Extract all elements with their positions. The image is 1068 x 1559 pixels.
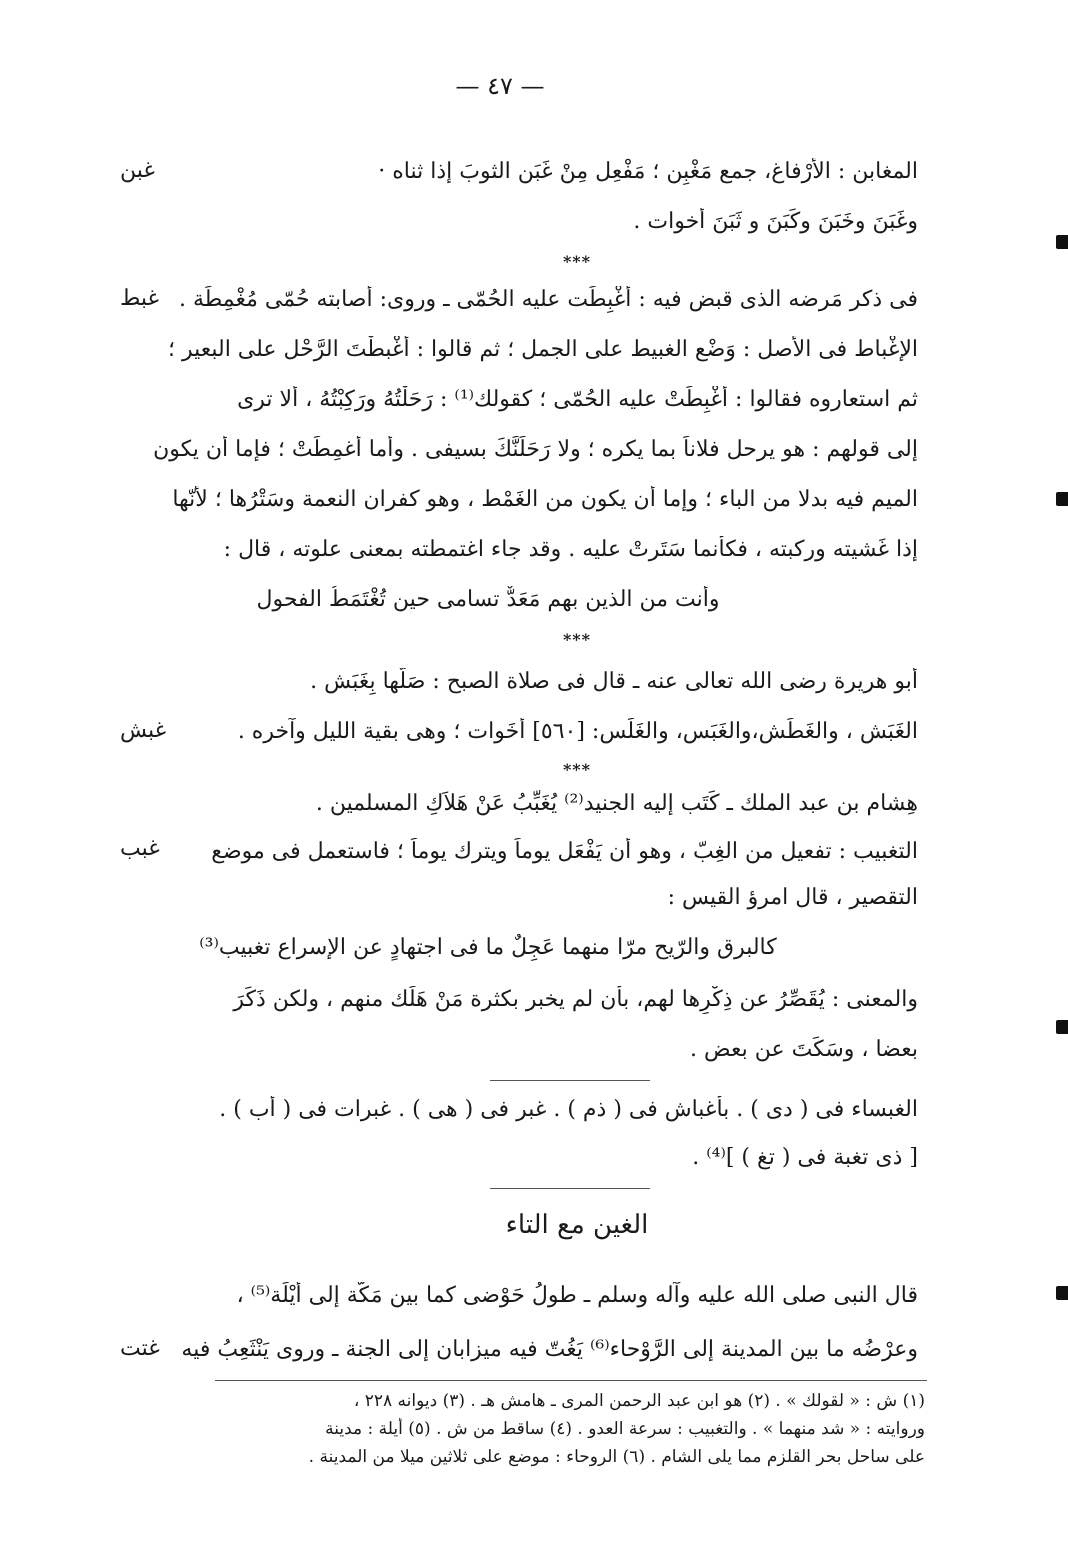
text-line: قال النبى صلى الله عليه وآله وسلم ـ طولُ حَوْضى كما بين مَكّة إلى أيْلَة⁽⁵⁾ ، [236,1283,918,1308]
text-line: الميم فيه بدلا من الباء ؛ وإما أن يكون من الغَمْط ، وهو كفران النعمة وسَتْرُها ؛ لأنّها [172,487,918,512]
section-separator: *** [562,630,592,649]
verse-line: كالبرق والرّيح مرّا منهما عَجِلٌ ما فى اجتهادٍ عن الإسراع تغبيب⁽³⁾ [199,935,777,960]
text-line: إلى قولهم : هو يرحل فلاناً بما يكره ؛ ولا رَحَلَنَّكَ بسيفى . وأما أُغمِطَتْ ؛ فإما أن يكون [153,437,918,462]
text-line: والمعنى : يُقَصِّرُ عن ذِكْرِها لهم، بأن لم يخبر بكثرة مَنْ هَلَك منهم ، ولكن ذَكَرَ [233,987,918,1012]
section-heading: الغين مع التاء [505,1210,649,1240]
scan-edge-mark [1056,235,1068,249]
text-line: وعرْضُه ما بين المدينة إلى الرَّوْحاء⁽⁶⁾ يَغُتّ فيه ميزابان إلى الجنة ـ وروى يَنْثَعِبُ فيه [181,1337,918,1362]
text-line: بعضا ، وسَكَتَ عن بعض . [690,1037,918,1062]
section-separator: *** [562,252,592,271]
scan-edge-mark [1056,1286,1068,1300]
footnote-line: وروايته : « شد منهما » . والتغبيب : سرعة العدو . (٤) ساقط من ش . (٥) أيلة : مدينة [325,1419,925,1439]
text-line: فى ذكر مَرضه الذى قبض فيه : أُغْبِطَت عليه الحُمّى ـ وروى: أصابته حُمّى مُغْمِطَة . [178,287,918,312]
text-line: الغَبَش ، والغَطَش،والغَبَس، والغَلَس: [٥٦٠] أخَوات ؛ وهى بقية الليل وآخره . [237,719,918,744]
text-line: ثم استعاروه فقالوا : أُغْبِطَتْ عليه الحُمّى ؛ كقولك⁽¹⁾ : رَحَلْتُهُ ورَكِبْتُهُ ، ألا ترى [237,387,918,412]
separator-rule [490,1080,650,1081]
footnote-line: على ساحل بحر القلزم مما يلى الشام . (٦) الروحاء : موضع على ثلاثين ميلا من المدينة . [308,1447,925,1467]
page-number: — ٤٧ — [455,72,545,100]
margin-root-word: غبن [120,158,155,183]
margin-root-word: غبب [120,836,160,861]
scan-edge-mark [1056,492,1068,506]
margin-root-word: غبش [120,718,167,743]
cross-reference-line: الغبساء فى ( دى ) . بأغباش فى ( ذم ) . غبر فى ( هى ) . غبرات فى ( أب ) . [219,1097,918,1122]
text-line: أبو هريرة رضى الله تعالى عنه ـ قال فى صلاة الصبح : صَلّها بِغَبَش . [310,669,918,694]
verse-line: وأنت من الذين بهم مَعَدٌّ تسامى حين تُغْتَمَطُ الفحول [256,587,720,612]
text-line: إذا غَشيته وركبته ، فكأنما سَتَرتْ عليه . وقد جاء اغتمطته بمعنى علوته ، قال : [223,537,918,562]
separator-rule [490,1188,650,1189]
footnote-rule [215,1380,927,1381]
text-line: وغَبَنَ وخَبَنَ وكَبَنَ و ثَبَنَ أخوات . [633,209,918,234]
footnote-line: (١) ش : « لقولك » . (٢) هو ابن عبد الرحمن المرى ـ هامش هـ . (٣) ديوانه ٢٢٨ ، [353,1391,925,1411]
text-line: هِشام بن عبد الملك ـ كَتَب إليه الجنيد⁽²⁾ يُغَبِّبُ عَنْ هَلاَكِ المسلمين . [315,791,918,816]
text-line: التقصير ، قال امرؤ القيس : [667,885,918,910]
section-separator: *** [562,760,592,779]
cross-reference-line: [ ذى تغبة فى ( تغ ) ]⁽⁴⁾ . [692,1145,918,1170]
scan-edge-mark [1056,1020,1068,1034]
margin-root-word: غتت [120,1336,160,1361]
text-line: التغبيب : تفعيل من الغِبّ ، وهو أن يَفْعَل يوماً ويترك يوماً ؛ فاستعمل فى موضع [211,839,918,864]
margin-root-word: غبط [120,286,160,311]
text-line: الإغْباط فى الأصل : وَضْع الغبيط على الجمل ؛ ثم قالوا : أَغْبطْتَ الرَّحْل على البعير ؛ [167,337,918,362]
text-line: المغابن : الأرْفاغ، جمع مَغْبِن ؛ مَفْعِل مِنْ غَبَن الثوبَ إذا ثناه · [378,159,918,184]
